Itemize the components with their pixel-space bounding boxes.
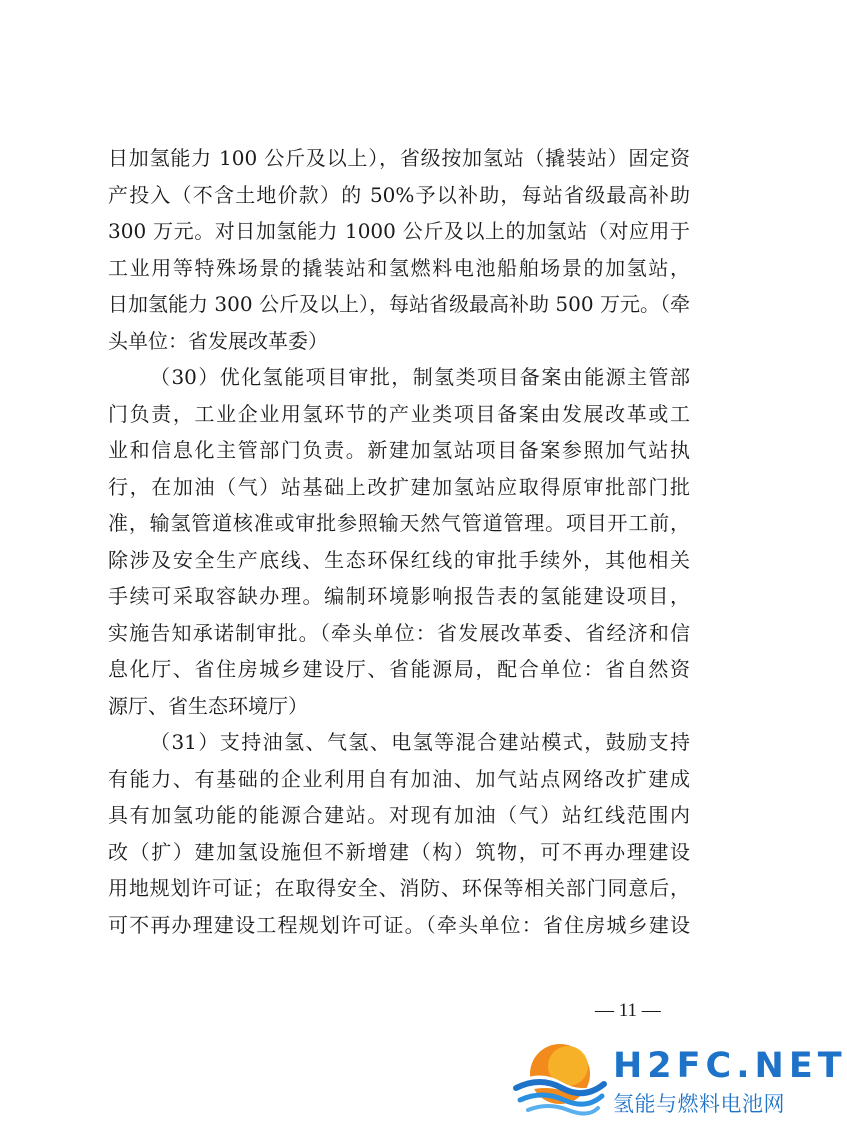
text-line: 用地规划许可证；在取得安全、消防、环保等相关部门同意后， (108, 876, 690, 900)
text-line: 业和信息化主管部门负责。新建加氢站项目备案参照加气站执 (108, 438, 690, 462)
text-line: 可不再办理建设工程规划许可证。（牵头单位：省住房城乡建设 (108, 912, 690, 937)
text-line: 息化厅、省住房城乡建设厅、省能源局，配合单位：省自然资 (108, 657, 690, 681)
site-watermark (510, 1038, 847, 1120)
text-line: 日加氢能力 100 公斤及以上），省级按加氢站（撬装站）固定资 (108, 146, 690, 170)
text-line: 源厅、省生态环境厅） (108, 693, 308, 718)
text-line: 具有加氢功能的能源合建站。对现有加油（气）站红线范围内 (108, 803, 690, 827)
text-line: 头单位：省发展改革委） (108, 328, 328, 353)
text-line: 实施告知承诺制审批。（牵头单位：省发展改革委、省经济和信 (108, 620, 690, 645)
text-line: 改（扩）建加氢设施但不新增建（构）筑物，可不再办理建设 (108, 839, 690, 864)
h2fc-logo-icon (510, 1038, 608, 1120)
text-line: 除涉及安全生产底线、生态环保红线的审批手续外，其他相关 (108, 547, 690, 572)
body-text (108, 140, 690, 943)
text-line: 门负责，工业企业用氢环节的产业类项目备案由发展改革或工 (108, 401, 690, 426)
text-line: 产投入（不含土地价款）的 50%予以补助，每站省级最高补助 (108, 182, 690, 207)
page-number: — 11 — (595, 1000, 661, 1021)
paragraph-30-start: （30）优化氢能项目审批，制氢类项目备案由能源主管部 (150, 365, 690, 389)
text-line: 日加氢能力 300 公斤及以上），每站省级最高补助 500 万元。（牵 (108, 292, 690, 316)
text-line: 有能力、有基础的企业利用自有加油、加气站点网络改扩建成 (108, 766, 690, 791)
text-line: 工业用等特殊场景的撬装站和氢燃料电池船舶场景的加氢站， (108, 255, 690, 280)
watermark-title: H2FC.NET (613, 1046, 847, 1086)
paragraph-31-start: （31）支持油氢、气氢、电氢等混合建站模式，鼓励支持 (150, 730, 690, 754)
text-line: 行，在加油（气）站基础上改扩建加氢站应取得原审批部门批 (108, 474, 690, 499)
text-line: 手续可采取容缺办理。编制环境影响报告表的氢能建设项目， (108, 584, 690, 608)
watermark-subtitle: 氢能与燃料电池网 (613, 1092, 785, 1116)
text-line: 准，输氢管道核准或审批参照输天然气管道管理。项目开工前， (108, 511, 690, 535)
text-line: 300 万元。对日加氢能力 1000 公斤及以上的加氢站（对应用于 (108, 219, 690, 243)
